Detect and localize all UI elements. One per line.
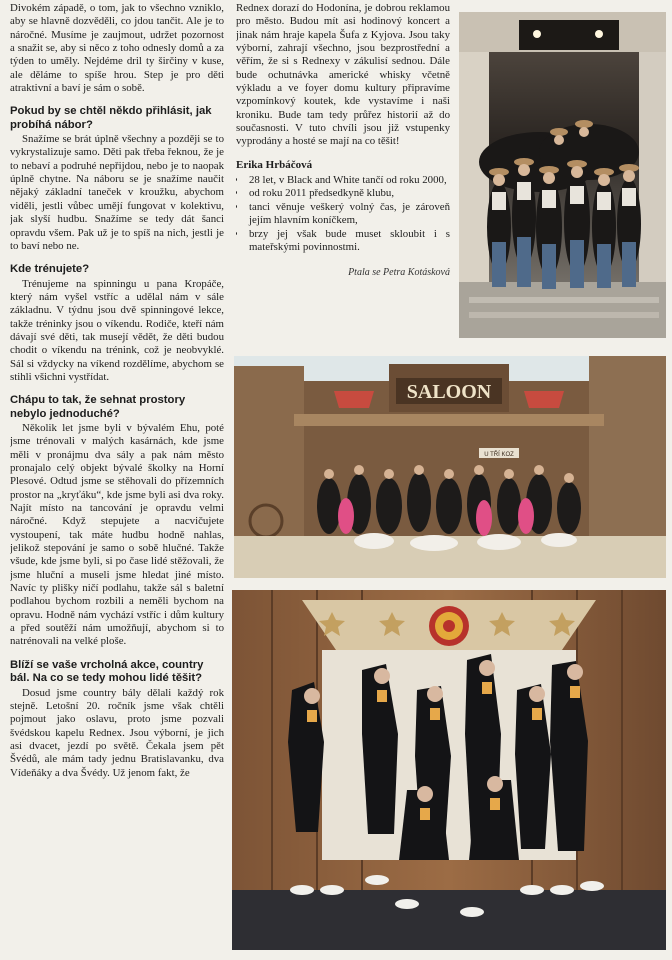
bio-item: • od roku 2011 předsedkyně klubu, — [247, 187, 450, 200]
bio-item: • brzy jej však bude muset skloubit i s mateřskými povinnostmi. — [247, 228, 450, 255]
bio-item: • tanci věnuje veškerý volný čas, je zároveň jejím hlavním koníčkem, — [247, 201, 450, 228]
photo-dancers-stairs — [459, 12, 666, 338]
bio-item: • 28 let, v Black and White tančí od roku 2000, — [247, 174, 450, 187]
photo-dancers-pistols — [232, 590, 666, 950]
saloon-sign-text: SALOON — [406, 381, 492, 403]
question-premises: Chápu to tak, že sehnat prostory nebylo jednoduché? — [10, 394, 186, 420]
left-column — [10, 2, 224, 958]
intro-paragraph: Divokém západě, o tom, jak to všechno vzniklo, aby se hlavně dozvěděli, co jdou tančit. Ale je to náročné. Musíme je zaujmout, udržet pozornost a snažit se, aby si něco z toho odnesly domů a za týden to uměly. Nejdéme dril ty širčiny v kuse, ale děláme to spíše hrou. Step je pro děti atraktivní a baví je sám o sobě. — [10, 2, 224, 95]
answer-premises: Několik let jsme byli v bývalém Ehu, poté jsme trénovali v malých kasárnách, kde jsme měli v pronájmu dva sály a pak nám město pronajalo celý objekt bývalé školky na Horní Plesové. Odtud jsme se stěhovali do přízemních prostor na „kryťáku“, kde jsme byli asi dva roky. Najít místo na tancování je opravdu velmi náročné. Když stepujete a nacvičujete vystoupení, tak máte hudbu hodně nahlas, jelikož stepování je samo o sobě hlučné. Takže všude, kde jsme byli, si po čase lidé stěžovali, že jsme hluční a museli jsme hledat jiné místo. Navíc ty plišky ničí podlahu, takže sál s baletní podlahou bychom rozbili a neměli bychom na opravu. Hodně nám vychází vstříc i dům kultury a před soutěží nám umožňují, abychom si to natrénovali na velké ploše. — [10, 421, 224, 648]
saloon-sub-sign: U TŘÍ KOZ — [484, 452, 514, 458]
bio-name: Erika Hrbáčová — [236, 158, 313, 171]
question-country-ball: Blíží se vaše vrcholná akce, country bál. Na co se tedy mohou lidé těšit? — [10, 658, 204, 685]
middle-column — [236, 2, 450, 348]
continued-paragraph: Rednex dorazí do Hodonína, je dobrou reklamou pro město. Budou mít asi hodinový koncert a jinak nám hraje kapela Šufa z Kyjova. Jsou taky výborní, zahrají všechno, jsou bezprostřední a věřím, že si s Rednexy v zákulisí sednou. Dále bude ochutnávka americké whisky včetně výkladu a ve foyer domu kultury připravíme vzpomínkový koutek, kde vystavíme i naši kroniku. Bude tam tedy průřez historií až do současnosti. V tuto chvíli jsou již vstupenky vyprodány a hosté se mají na co těšit! — [236, 2, 450, 148]
question-training-place: Kde trénujete? — [10, 263, 90, 276]
bio-list — [236, 174, 450, 254]
answer-country-ball: Dosud jsme country bály dělali každý rok stejně. Letošní 20. ročník jsme však chtěli pojmout jako oslavu, proto jsme pozvali švédskou kapelu Rednex. Jsou výborní, je jich asi dvacet, jezdí po světě. Čekala jsem pět Švédů, ale mám tady jednu Bratislavanku, dva Vídeňáky a dva Švédy. Už jenom fakt, že — [10, 686, 224, 779]
answer-recruitment: Snažíme se brát úplně všechny a později se to vykrystalizuje samo. Děti pak třeba řeknou, že je to nebaví a podruhé nepřijdou, nebo je to naopak úplně chytne. Na náboru se je snažíme naučit nějaký základní taneček v kroužku, abychom viděli, jestli vůbec umějí fungovat v kolektivu, jak slyší hudbu. Snažíme se tedy dát šanci opravdu všem. Pak už je to spíš na nich, jestli je to baví nebo ne. — [10, 133, 224, 252]
photo-saloon-group — [234, 356, 666, 578]
byline: Ptala se Petra Kotásková — [348, 267, 450, 279]
question-recruitment: Pokud by se chtěl někdo přihlásit, jak probíhá nábor? — [10, 105, 212, 131]
answer-training-place: Trénujeme na spinningu u pana Kropáče, který nám vyšel vstříc a udělal nám v sále základnu. V týdnu jsou dvě spinningové lekce, takže tréninky jsou o víkendu. Rodiče, kteří nám dávají své děti, tak musejí vědět, že děti budou chodit o víkendu na trénink, což je neobvyklé. Sál si vždycky na víkend rozdělíme, abychom se stihli všichni vystřídat. — [10, 277, 224, 383]
